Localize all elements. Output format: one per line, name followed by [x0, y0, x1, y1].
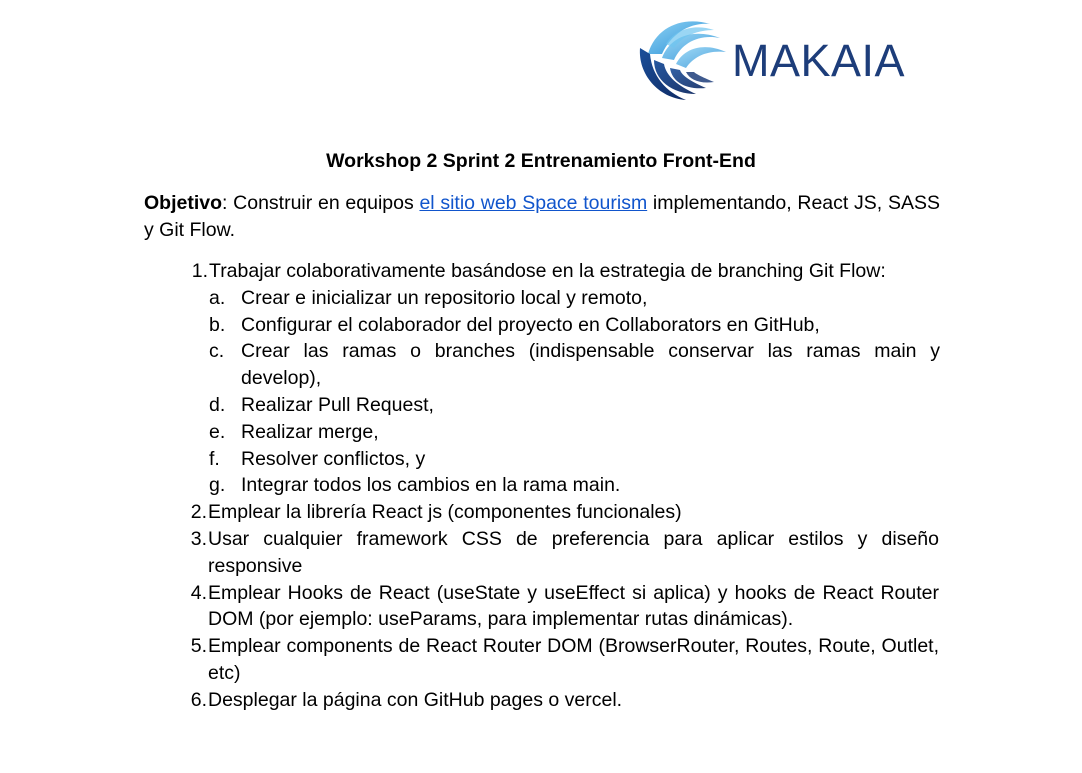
sub-list-item-text: Crear e inicializar un repositorio local y remoto, [241, 286, 648, 309]
sub-list-item-letter: a. [209, 286, 226, 309]
sub-list-item-text: Resolver conflictos, y [241, 447, 426, 470]
list-item-text: Usar cualquier framework CSS de preferencia para aplicar estilos y diseño responsive [208, 527, 939, 577]
list-item [144, 633, 940, 687]
objective-paragraph [144, 190, 940, 244]
sub-list-item-letter: f. [209, 447, 220, 470]
sub-list-item-letter: e. [209, 420, 226, 443]
list-item-number: 2. [190, 501, 207, 524]
list-item-text: Emplear Hooks de React (useState y useEffect si aplica) y hooks de React Router DOM (por ejemplo: useParams, para implementar rutas dinámicas). [208, 581, 939, 631]
list-item-text: Trabajar colaborativamente basándose en la estrategia de branching Git Flow: [209, 260, 886, 282]
sub-list-item [144, 312, 940, 339]
list-item-number: 1. [191, 260, 208, 282]
list-item-number: 5. [190, 635, 207, 658]
sub-list-item [144, 338, 940, 392]
sub-list-item-text: Integrar todos los cambios en la rama main. [241, 474, 621, 497]
list-item-text: Emplear la librería React js (componentes funcionales) [208, 501, 682, 524]
objective-suffix: implementando, React JS, SASS y Git Flow. [144, 192, 940, 241]
list-item-number: 4. [190, 581, 207, 604]
makaia-logo-icon [636, 14, 730, 104]
sub-list-item-letter: d. [209, 393, 226, 416]
sub-list-item [144, 446, 940, 473]
objective-label: Objetivo [144, 192, 223, 214]
list-item-text: Desplegar la página con GitHub pages o vercel. [208, 688, 623, 711]
makaia-logo [636, 14, 905, 104]
list-item [144, 258, 940, 285]
document-title: Workshop 2 Sprint 2 Entrenamiento Front-End [326, 150, 756, 172]
list-item-number: 6. [190, 688, 207, 711]
list-item-number: 3. [190, 527, 207, 550]
sub-list-item-text: Realizar merge, [241, 420, 379, 443]
list-item [144, 580, 940, 634]
sub-list-item [144, 472, 940, 499]
sub-list-item-letter: g. [209, 474, 226, 497]
list-item [144, 499, 940, 526]
sub-list-item [144, 285, 940, 312]
task-list [144, 258, 940, 714]
sub-list-item-letter: c. [209, 340, 225, 363]
logo-text: MAKAIA [732, 35, 906, 86]
list-item [144, 687, 940, 714]
objective-prefix: : Construir en equipos [222, 192, 420, 214]
sub-list-item-text: Crear las ramas o branches (indispensable conservar las ramas main y develop), [241, 340, 940, 390]
sub-list-item-letter: b. [209, 313, 226, 336]
sub-list-item [144, 392, 940, 419]
list-item [144, 526, 940, 580]
list-item-text: Emplear components de React Router DOM (BrowserRouter, Routes, Route, Outlet, etc) [208, 635, 939, 684]
sub-list-item-text: Configurar el colaborador del proyecto en Collaborators en GitHub, [241, 313, 820, 336]
space-tourism-link[interactable]: el sitio web Space tourism [419, 192, 648, 214]
sub-list-item-text: Realizar Pull Request, [241, 393, 434, 416]
sub-list-item [144, 419, 940, 446]
